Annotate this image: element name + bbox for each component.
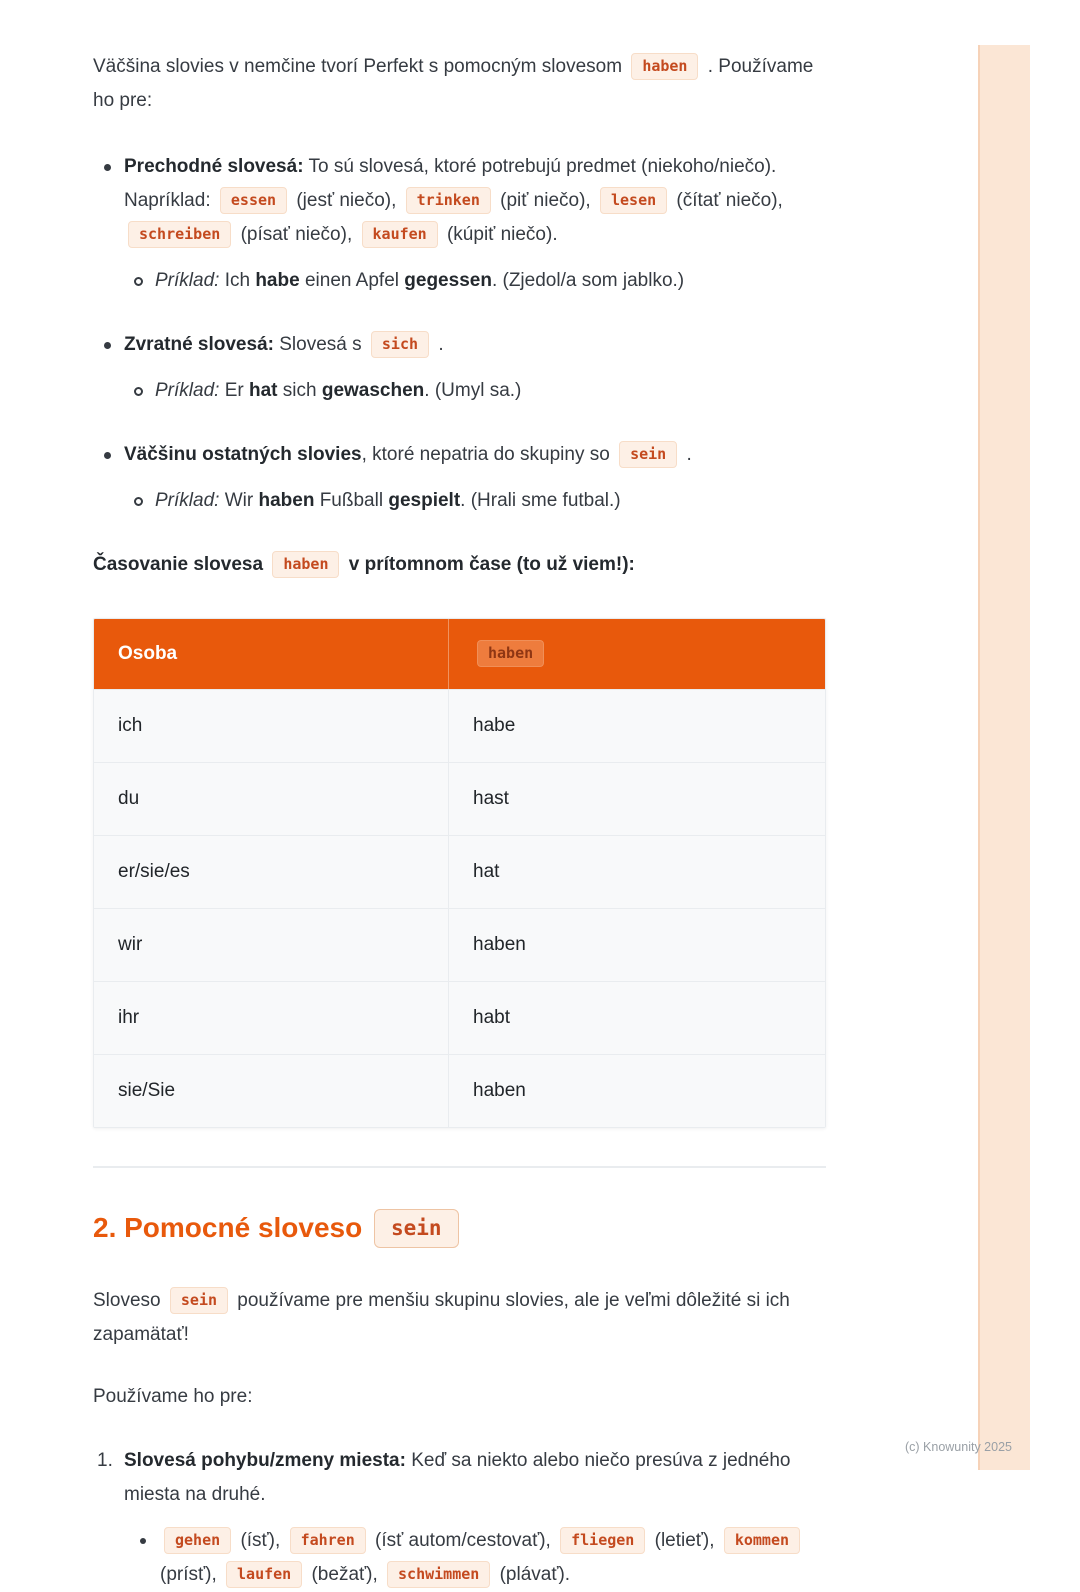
table-cell-person: wir	[94, 909, 449, 981]
motion-verbs-example-item	[124, 1524, 835, 1592]
transitive-verbs-label: Prechodné slovesá:	[124, 156, 304, 177]
example-text-3: . (Hrali sme futbal.)	[460, 490, 621, 511]
sein-usage-list	[93, 1444, 835, 1592]
fliegen-translation: (letieť),	[654, 1530, 715, 1551]
table-header-haben	[449, 619, 825, 689]
other-verbs-label: Väčšinu ostatných slovies	[124, 444, 362, 465]
list-item-reflexive-verbs	[93, 328, 835, 408]
lesen-translation: (čítať niečo),	[676, 190, 783, 211]
example-bold-habe: habe	[255, 270, 300, 291]
table-cell-form: habe	[473, 715, 516, 736]
code-chip-sein-heading: sein	[374, 1209, 459, 1248]
table-row	[94, 1054, 825, 1127]
code-chip-kommen: kommen	[724, 1527, 800, 1554]
code-chip-fliegen: fliegen	[560, 1527, 645, 1554]
section2-text-1: Sloveso	[93, 1290, 161, 1311]
example-text-3: . (Umyl sa.)	[424, 380, 522, 401]
conjugation-heading-text-2: v prítomnom čase (to už viem!):	[348, 554, 635, 575]
other-example-item	[124, 484, 835, 518]
reflexive-example-list	[124, 374, 835, 408]
table-cell-person: ihr	[94, 982, 449, 1054]
section2-heading	[93, 1208, 835, 1250]
document-content	[93, 50, 835, 1592]
other-example-list	[124, 484, 835, 518]
table-cell-person: sie/Sie	[94, 1055, 449, 1127]
example-text-3: . (Zjedol/a som jablko.)	[491, 270, 685, 291]
table-header-person	[94, 619, 449, 689]
other-verbs-period: .	[686, 444, 692, 465]
essen-translation: (jesť niečo),	[296, 190, 397, 211]
fahren-translation: (ísť autom/cestovať),	[375, 1530, 551, 1551]
conjugation-heading	[93, 548, 835, 582]
table-row	[94, 689, 825, 762]
table-cell-person: er/sie/es	[94, 836, 449, 908]
section2-text-2: používame pre menšiu skupinu slovies, ale je veľmi dôležité si ich	[237, 1290, 790, 1311]
section2-heading-text: 2. Pomocné sloveso	[93, 1212, 363, 1243]
copyright-notice: (c) Knowunity 2025	[904, 1440, 1012, 1454]
example-label: Príklad:	[155, 490, 220, 511]
example-bold-hat: hat	[248, 380, 278, 401]
kommen-translation: (prísť),	[160, 1564, 217, 1585]
section2-intro-paragraph	[93, 1284, 835, 1352]
reflexive-verbs-label: Zvratné slovesá:	[124, 334, 274, 355]
example-bold-haben: haben	[258, 490, 315, 511]
table-row	[94, 908, 825, 981]
reflexive-verbs-period: .	[438, 334, 444, 355]
example-text-2: Fußball	[314, 490, 389, 511]
intro-text-2: . Používame	[707, 56, 814, 77]
intro-text-3: ho pre:	[93, 90, 153, 111]
conjugation-table	[93, 618, 826, 1128]
conjugation-heading-text-1: Časovanie slovesa	[93, 554, 264, 575]
list-item-transitive-verbs	[93, 150, 835, 298]
reflexive-example-item	[124, 374, 835, 408]
example-text-1: Ich	[219, 270, 256, 291]
table-cell-form: habt	[473, 1007, 510, 1028]
table-cell-form: haben	[473, 934, 526, 955]
code-chip-haben: haben	[272, 551, 339, 578]
motion-verbs-text-1: Keď sa niekto alebo niečo presúva z jedného	[411, 1450, 791, 1471]
code-chip-fahren: fahren	[290, 1527, 366, 1554]
code-chip-gehen: gehen	[164, 1527, 231, 1554]
example-text-2: einen Apfel	[299, 270, 405, 291]
table-cell-form: hast	[473, 788, 509, 809]
trinken-translation: (piť niečo),	[500, 190, 591, 211]
gehen-translation: (ísť),	[240, 1530, 281, 1551]
code-chip-trinken: trinken	[406, 187, 491, 214]
table-cell-person: du	[94, 763, 449, 835]
section2-text-3: zapamätať!	[93, 1324, 189, 1345]
code-chip-sein: sein	[170, 1287, 228, 1314]
code-chip-haben: haben	[631, 53, 698, 80]
example-label: Príklad:	[155, 270, 220, 291]
example-text-2: sich	[277, 380, 322, 401]
code-chip-schreiben: schreiben	[128, 221, 231, 248]
other-verbs-text: , ktoré nepatria do skupiny so	[361, 444, 610, 465]
code-chip-laufen: laufen	[226, 1561, 302, 1588]
transitive-verbs-text: To sú slovesá, ktoré potrebujú predmet (niekoho/niečo).	[308, 156, 777, 177]
transitive-example-list	[124, 264, 835, 298]
code-chip-schwimmen: schwimmen	[387, 1561, 490, 1588]
reflexive-verbs-text: Slovesá s	[279, 334, 362, 355]
list-item-other-verbs	[93, 438, 835, 518]
table-header-label: Osoba	[118, 643, 178, 664]
table-cell-person: ich	[94, 690, 449, 762]
code-chip-haben-header: haben	[477, 640, 544, 667]
example-text-1: Wir	[219, 490, 259, 511]
laufen-translation: (bežať),	[311, 1564, 378, 1585]
table-header-row	[94, 619, 825, 689]
table-row	[94, 981, 825, 1054]
kaufen-translation: (kúpiť niečo).	[446, 224, 558, 245]
schwimmen-translation: (plávať).	[499, 1564, 571, 1585]
code-chip-kaufen: kaufen	[362, 221, 438, 248]
example-label: Príklad:	[155, 380, 220, 401]
transitive-example-intro: Napríklad:	[124, 190, 211, 211]
list-item-motion-verbs	[93, 1444, 835, 1592]
intro-text-1: Väčšina slovies v nemčine tvorí Perfekt s pomocným slovesom	[93, 56, 623, 77]
motion-verbs-text-2: miesta na druhé.	[124, 1484, 266, 1505]
motion-verbs-examples	[124, 1524, 835, 1592]
schreiben-translation: (písať niečo),	[240, 224, 353, 245]
table-row	[94, 762, 825, 835]
example-bold-gewaschen: gewaschen	[321, 380, 425, 401]
transitive-example-item	[124, 264, 835, 298]
section-divider	[93, 1166, 826, 1168]
motion-verbs-label: Slovesá pohybu/zmeny miesta:	[124, 1450, 406, 1471]
example-text-1: Er	[219, 380, 249, 401]
table-cell-form: haben	[473, 1080, 526, 1101]
intro-paragraph	[93, 50, 835, 118]
code-chip-sein: sein	[619, 441, 677, 468]
haben-usage-list	[93, 150, 835, 518]
section2-usage-paragraph: Používame ho pre:	[93, 1386, 253, 1407]
right-margin-stripe	[978, 45, 1030, 1470]
list-number: 1.	[97, 1450, 113, 1471]
code-chip-essen: essen	[220, 187, 287, 214]
example-bold-gespielt: gespielt	[388, 490, 461, 511]
code-chip-sich: sich	[371, 331, 429, 358]
code-chip-lesen: lesen	[600, 187, 667, 214]
table-row	[94, 835, 825, 908]
table-cell-form: hat	[473, 861, 500, 882]
example-bold-gegessen: gegessen	[404, 270, 492, 291]
